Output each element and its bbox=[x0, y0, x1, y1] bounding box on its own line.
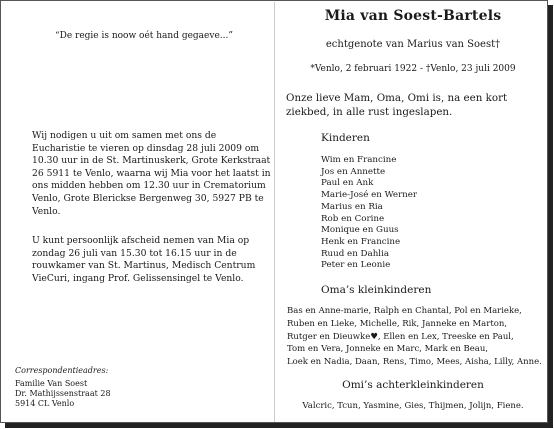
page-divider bbox=[274, 2, 275, 422]
children-heading: Kinderen bbox=[321, 132, 370, 144]
children-list bbox=[321, 155, 417, 272]
spouse-line: echtgenote van Marius van Soest† bbox=[325, 39, 501, 50]
list-item: Ruben en Lieke, Michelle, Rik, Janneke en Marton, bbox=[287, 318, 508, 329]
list-item: Rutger en Dieuwke♥, Ellen en Lex, Treeske en Paul, bbox=[287, 331, 514, 342]
address-line: Dr. Mathijssenstraat 28 bbox=[15, 389, 111, 398]
correspondence-address bbox=[15, 379, 111, 409]
grandchildren-heading: Oma’s kleinkinderen bbox=[321, 284, 432, 296]
list-item: Wim en Francine bbox=[321, 155, 397, 165]
birth-death-dates: *Venlo, 2 februari 1922 - †Venlo, 23 juli 2009 bbox=[310, 64, 516, 74]
list-item: Peter en Leonie bbox=[321, 260, 391, 271]
address-line: Familie Van Soest bbox=[15, 379, 88, 388]
motto-quote: “De regie is noow oét hand gegaeve...” bbox=[55, 31, 233, 41]
ceremony-invitation-text: Wij nodigen u uit om samen met ons de Eucharistie te vieren op dinsdag 28 juli 2009 om 10.30 uur in de St. Martinuskerk, Grote Kerkstraat 26 5911 te Venlo, waarna wij Mia voor het laatst in ons midden hebben om 12.30 uur in Crematorium Venlo, Grote Blerickse Bergenweg 30, 5927 PB te Venlo. bbox=[32, 130, 271, 217]
deceased-name: Mia van Soest-Bartels bbox=[324, 8, 502, 24]
address-line: 5914 CL Venlo bbox=[15, 399, 75, 408]
farewell-visit-text: U kunt persoonlijk afscheid nemen van Mia op zondag 26 juli van 15.30 tot 16.15 uur in de rouwkamer van St. Martinus, Medisch Centrum VieCuri, ingang Prof. Gelissensingel te Venlo. bbox=[32, 235, 256, 284]
list-item: Paul en Ank bbox=[321, 178, 374, 189]
grandchildren-list bbox=[287, 305, 549, 369]
list-item: Marie-José en Werner bbox=[321, 190, 418, 201]
list-item: Rob en Corine bbox=[321, 213, 385, 224]
list-item: Marius en Ria bbox=[321, 201, 383, 212]
list-item: Bas en Anne-marie, Ralph en Chantal, Pol en Marieke, bbox=[287, 306, 522, 316]
correspondence-title: Correspondentieadres: bbox=[15, 366, 109, 375]
list-item: Ruud en Dahlia bbox=[321, 248, 390, 259]
list-item: Henk en Francine bbox=[321, 236, 401, 247]
announcement-text: Onze lieve Mam, Oma, Omi is, na een kort ziekbed, in alle rust ingeslapen. bbox=[286, 92, 508, 118]
list-item: Monique en Guus bbox=[321, 225, 399, 236]
list-item: Jos en Annette bbox=[321, 166, 386, 177]
list-item: Tom en Vera, Jonneke en Marc, Mark en Beau, bbox=[287, 344, 489, 355]
great-grandchildren-list: Valcric, Tcun, Yasmine, Gies, Thijmen, Jolijn, Fiene. bbox=[302, 401, 524, 411]
great-grandchildren-heading: Omi’s achterkleinkinderen bbox=[342, 379, 484, 391]
list-item: Loek en Nadia, Daan, Rens, Timo, Mees, Aisha, Lilly, Anne. bbox=[287, 357, 542, 368]
